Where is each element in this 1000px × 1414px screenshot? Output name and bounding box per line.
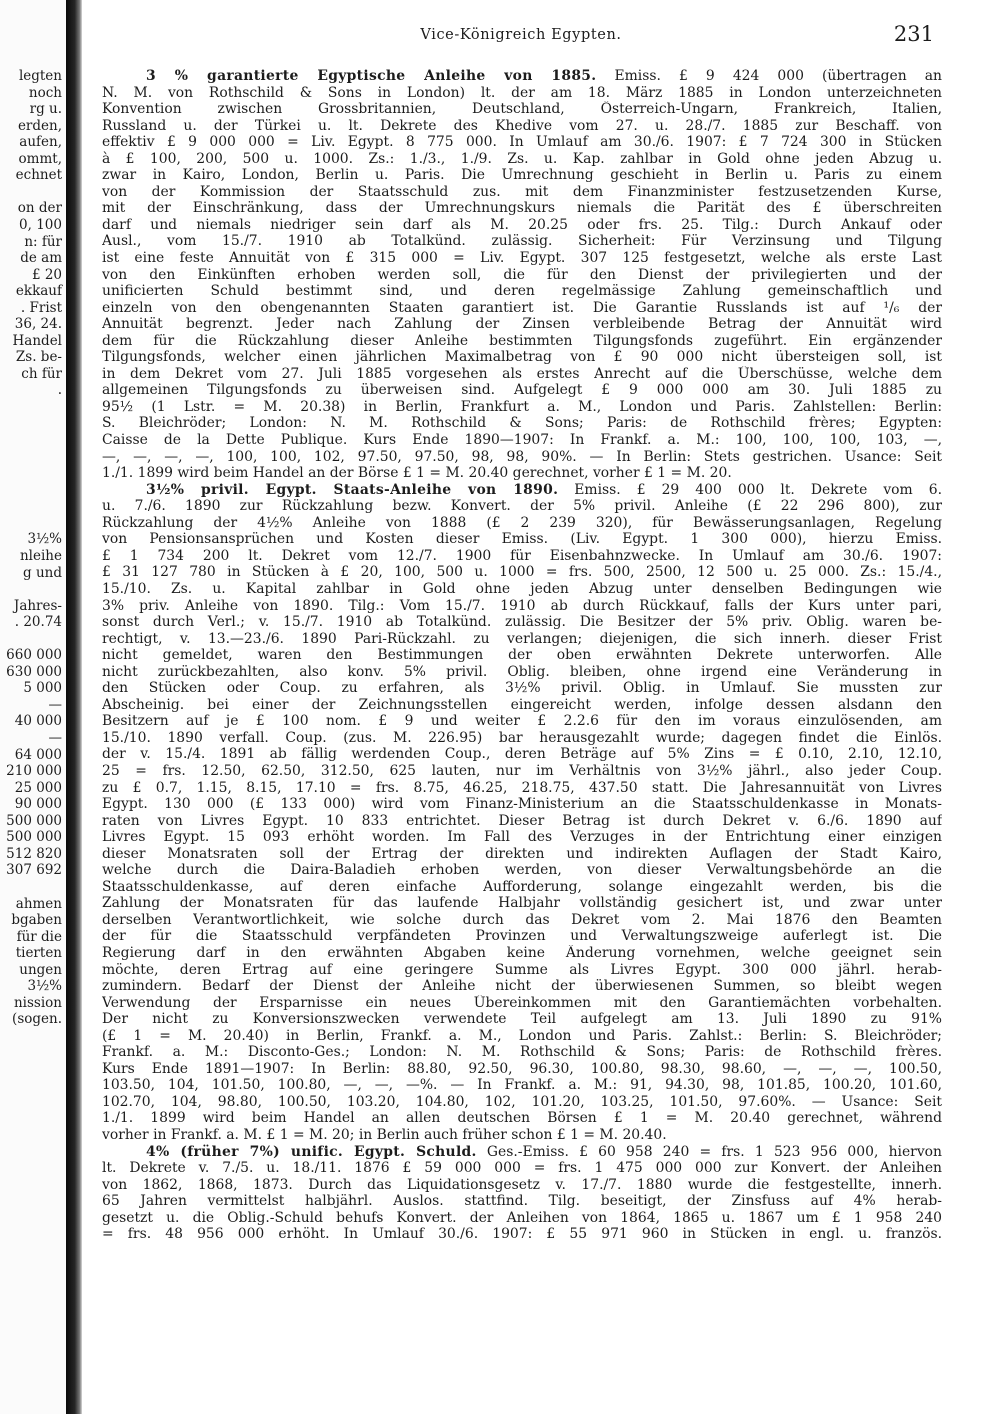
text-line: 65 Jahren vermittelst halbjährl. Auslos. stattfind. Tilg. beseitigt, der Zinsfuss auf 4% herab- — [102, 1193, 942, 1210]
text-line: Kurs Ende 1891—1907: In Berlin: 88.80, 92.50, 96.30, 100.80, 98.30, 98.60, —, —, —, 100.50, — [102, 1060, 942, 1077]
text-line: Egypt. 130 000 (£ 133 000) wird vom Finanz-Ministerium an die Staatsschuldenkasse in Monats- — [102, 796, 942, 813]
margin-fragment: für die — [16, 928, 62, 945]
margin-fragment: Handel — [12, 332, 62, 349]
margin-fragment: 210 000 — [6, 763, 62, 780]
text-line: £ 1 734 200 lt. Dekret vom 12./7. 1900 für Eisenbahnzwecke. In Umlauf am 30./6. 1907: — [102, 547, 942, 564]
text-line: unificierten Schuld bestimmt sind, und deren regelmässige Zahlung gemeinschaftlich und — [102, 283, 942, 300]
margin-fragment: ahmen — [15, 895, 62, 912]
margin-fragment: 660 000 — [6, 647, 62, 664]
text-line: Russland u. der Türkei u. lt. Dekrete des Khedive vom 27. u. 28./7. 1885 zur Beschaff. von — [102, 117, 942, 134]
margin-fragment: £ 20 — [31, 266, 62, 283]
margin-fragment: rg u. — [29, 101, 62, 118]
margin-fragment: tierten — [15, 945, 62, 962]
text-line: zu £ 0.7, 1.15, 8.15, 17.10 = frs. 8.75, 46.25, 218.75, 437.50 statt. Die Jahresannuität von Livres — [102, 779, 942, 796]
text-line: Regierung darf in den erwähnten Abgaben keine Änderung vornehmen, welche geeignet sein — [102, 944, 942, 961]
margin-fragment: nission — [13, 994, 62, 1011]
text-line: welche durch die Daira-Baladieh erhoben werden, von dieser Verwaltungsbehörde an die — [102, 862, 942, 879]
margin-fragment: 25 000 — [14, 779, 62, 796]
text-line: von der Kommission der Staatsschuld zus. mit dem Finanzminister festzusetzenden Kurse, — [102, 183, 942, 200]
margin-fragment: ekkauf — [15, 283, 62, 300]
text-line: S. Bleichröder; London: N. M. Rothschild & Sons; Paris: de Rothschild frères; Egypten: — [102, 415, 942, 432]
margin-fragment: de am — [20, 250, 62, 267]
margin-fragment: . Frist — [20, 299, 62, 316]
text-line: von Pensionsansprüchen und Kosten dieser Emiss. (Liv. Egypt. 1 300 000), hierzu Emiss. — [102, 531, 942, 548]
text-line: £ 31 127 780 in Stücken à £ 20, 100, 500 u. 1000 = frs. 500, 2500, 12 500 u. 25 000. Zs.: 15./4., — [102, 564, 942, 581]
text-line: Livres Egypt. 15 093 erhöht worden. Im Fall des Verzuges in der Entrichtung einer einzigen — [102, 829, 942, 846]
previous-page-margin — [0, 0, 66, 1414]
margin-fragment: 36, 24. — [14, 316, 62, 333]
text-line: Besitzern auf je £ 100 nom. £ 9 und weiter £ 2.2.6 für den im voraus einzulösenden, am — [102, 713, 942, 730]
text-line: N. M. von Rothschild & Sons in London) lt. der am 18. März 1885 in London unterzeichneten — [102, 84, 942, 101]
margin-fragment: legten — [18, 68, 62, 84]
text-line: von 1862, 1868, 1873. Durch das Liquidationsgesetz v. 17./7. 1880 wurde die festgestellte, innerh. — [102, 1176, 942, 1193]
margin-fragment: bgaben — [11, 912, 62, 929]
margin-fragment: 90 000 — [14, 796, 62, 813]
text-line: zwar in Kairo, London, Berlin u. Paris. Die Umrechnung geschieht in Berlin u. Paris zu einem — [102, 167, 942, 184]
text-line: 25 = frs. 12.50, 62.50, 312.50, 625 lauten, nur im Verhältnis von 3½% jährl., also jeder Coup. — [102, 762, 942, 779]
entry-heading: 4% (früher 7%) unific. Egypt. Schuld. — [146, 1143, 477, 1160]
margin-fragment: ungen — [19, 961, 62, 978]
text-line: 15./10. Zs. u. Kapital zahlbar in Gold ohne jeden Abzug unter denselben Bedingungen wie — [102, 580, 942, 597]
text-line: Zahlung der Monatsraten für das laufende Halbjahr vollständig gesichert ist, und zwar unter — [102, 895, 942, 912]
text-line: vorher in Frankf. a. M. £ 1 = M. 20; in Berlin auch früher schon £ 1 = M. 20.40. — [102, 1127, 667, 1143]
document-body — [102, 68, 942, 1243]
bond-entry — [102, 482, 942, 1144]
margin-fragment: 500 000 — [6, 812, 62, 829]
entry-heading: 3 % garantierte Egyptische Anleihe von 1885. — [146, 68, 597, 84]
text-line: 1./1. 1899 wird beim Handel an der Börse £ 1 = M. 20.40 gerechnet, vorher £ 1 = M. 20. — [102, 465, 732, 482]
entry-first-line — [102, 68, 942, 85]
text-line: darf und niemals niedriger sein darf als M. 20.25 oder frs. 25. Tilg.: Durch Ankauf oder — [102, 216, 942, 233]
bond-entry — [102, 1144, 942, 1243]
text-line: Caisse de la Dette Publique. Kurs Ende 1890—1907: In Frankf. a. M.: 100, 100, 100, 103, —, — [102, 432, 942, 449]
text-line: mit der Einschränkung, dass der Umrechnungskurs niemals die Parität des £ überschreiten — [102, 200, 942, 217]
text-line: Verwendung der Ersparnisse ein neues Übereinkommen mit den Garantiemächten vorbehalten. — [102, 994, 942, 1011]
margin-fragment: . 20.74 — [14, 614, 62, 631]
entry-heading-rest: Emiss. £ 29 400 000 lt. Dekrete vom 6. — [574, 481, 942, 498]
margin-fragment: g und — [23, 564, 62, 581]
margin-fragment: 307 692 — [6, 862, 62, 879]
entry-heading: 3½% privil. Egypt. Staats-Anleihe von 1890. — [146, 481, 559, 498]
text-line: 102.70, 104, 98.80, 100.50, 103.20, 104.80, 102, 101.20, 103.25, 101.50, 97.60%. — Usance: Seit — [102, 1093, 942, 1110]
margin-fragment: ommt, — [18, 150, 62, 167]
margin-fragment: erden, — [17, 117, 62, 134]
margin-fragment: . — [57, 382, 62, 399]
text-line: dem für die Rückzahlung dieser Anleihe bestimmten Tilgungsfonds zugeführt. Ein ergänzender — [102, 332, 942, 349]
text-line: à £ 100, 200, 500 u. 1000. Zs.: 1./3., 1./9. Zs. u. Kap. zahlbar in Gold ohne jeden Abzug u. — [102, 150, 942, 167]
entry-heading-rest: Emiss. £ 9 424 000 (übertragen an — [614, 68, 942, 84]
text-line: der v. 15./4. 1891 ab fällig werdenden Coup., deren Beträge auf 5% Zins = £ 0.10, 2.10, 12.10, — [102, 746, 942, 763]
margin-fragment: 630 000 — [6, 663, 62, 680]
text-line: = frs. 48 956 000 erhöht. In Umlauf 30./6. 1907: £ 55 971 960 in Stücken in engl. u. französ. — [102, 1226, 942, 1243]
margin-fragment: 3½% — [27, 531, 62, 548]
margin-fragment: ch für — [21, 365, 62, 382]
text-line: von den Einkünften erhoben werden soll, die für den Dienst der privilegierten und der — [102, 266, 942, 283]
margin-fragment: 64 000 — [14, 746, 62, 763]
margin-fragment: n: für — [24, 233, 62, 250]
text-line: effektiv £ 9 000 000 = Liv. Egypt. 8 775 000. In Umlauf am 30./6. 1907: £ 7 724 300 in Stücken — [102, 134, 942, 151]
text-line: ist eine feste Annuität von £ 315 000 = Liv. Egypt. 307 125 festgesetzt, welche als erste Last — [102, 250, 942, 267]
text-line: (£ 1 = M. 20.40) in Berlin, Frankf. a. M., London und Paris. Zahlst.: Berlin: S. Bleichröder; — [102, 1027, 942, 1044]
margin-fragment: 0, 100 — [19, 216, 62, 233]
text-line: Annuität begrenzt. Jeder nach Zahlung der Zinsen verbleibende Betrag der Annuität wird — [102, 316, 942, 333]
text-line: zumindern. Bedarf der Dienst der Anleihe nicht der überwiesenen Summen, so bleibt wegen — [102, 978, 942, 995]
text-line: 95½ (1 Lstr. = M. 20.38) in Berlin, Frankfurt a. M., London und Paris. Zahlstellen: Berlin: — [102, 398, 942, 415]
text-line: nicht zurückbezahlten, also konv. 5% privil. Oblig. bleiben, ohne irgend eine Veränderung in — [102, 663, 942, 680]
entry-heading-rest: Ges.-Emiss. £ 60 958 240 = frs. 1 523 956 000, hiervon — [486, 1143, 942, 1160]
text-line: in dem Dekret vom 27. Juli 1885 vorgesehen als erstes Anrecht auf die Überschüsse, welche dem — [102, 365, 942, 382]
text-line: —, —, —, —, 100, 100, 102, 97.50, 97.50, 98, 98, 90%. — In Berlin: Stets gestrichen. Usance: Seit — [102, 448, 942, 465]
margin-fragment: Zs. be- — [15, 349, 62, 366]
running-title: Vice-Königreich Egypten. — [420, 27, 622, 43]
margin-fragment: 5 000 — [23, 680, 62, 697]
entry-first-line — [102, 482, 942, 499]
text-line: derselben Verantwortlichkeit, wie solche durch das Dekret vom 2. Mai 1876 den Beamten — [102, 911, 942, 928]
text-line: gesetzt u. die Oblig.-Schuld behufs Konvert. der Anleihen von 1864, 1865 u. 1867 um £ 1 958 240 — [102, 1209, 942, 1226]
text-line: rechtigt, v. 13.—23./6. 1890 Pari-Rückzahl. zu verlangen; diejenigen, die sich innerh. dieser Frist — [102, 630, 942, 647]
margin-fragment: (sogen. — [12, 1011, 62, 1028]
margin-fragment: 3½% — [27, 978, 62, 995]
page-header — [96, 22, 946, 51]
text-line: dieser Monatsraten soll der Ertrag der direkten und indirekten Auflagen der Stadt Kairo, — [102, 845, 942, 862]
text-line: allgemeinen Tilgungsfonds zu überweisen sind. Aufgelegt £ 9 000 000 am 30. Juli 1885 zu — [102, 382, 942, 399]
text-line: Rückzahlung der 4½% Anleihe von 1888 (£ 2 239 320), für Bewässerungsanlagen, Regelung — [102, 514, 942, 531]
margin-fragment: 512 820 — [6, 845, 62, 862]
text-line: u. 7./6. 1890 zur Rückzahlung bezw. Konvert. der 5% privil. Anleihe (£ 22 296 800), zur — [102, 498, 942, 515]
margin-fragment: — — [48, 730, 62, 746]
text-line: raten von Livres Egypt. 10 833 entrichtet. Dieser Betrag ist durch Dekret v. 6./6. 1890 auf — [102, 812, 942, 829]
text-line: Tilgungsfonds, welcher einen jährlichen Maximalbetrag von £ 90 000 nicht übersteigen soll, ist — [102, 349, 942, 366]
text-line: möchte, deren Ertrag auf eine geringere Summe als Livres Egypt. 300 000 jährl. herab- — [102, 961, 942, 978]
text-line: 15./10. 1890 verfall. Coup. (zus. M. 226.95) bar herausgezahlt wurde; dagegen findet die Einlös. — [102, 729, 942, 746]
text-line: 103.50, 104, 101.50, 100.80, —, —, —%. — In Frankf. a. M.: 91, 94.30, 98, 101.85, 100.20, 101.60, — [102, 1077, 942, 1094]
margin-fragment: noch — [28, 84, 62, 101]
margin-fragment: aufen, — [19, 134, 62, 151]
text-line: Abscheinig. bei einer der Zeichnungsstellen eingereicht werden, infolge dessen alsdann den — [102, 696, 942, 713]
text-line: sonst durch Verl.; v. 15./7. 1910 ab Totalkünd. zulässig. Die Besitzer der 5% priv. Oblig. waren be- — [102, 614, 942, 631]
margin-fragment: on der — [17, 200, 62, 217]
text-line: Ausl., vom 15./7. 1910 ab Totalkünd. zulässig. Sicherheit: Für Verzinsung und Tilgung — [102, 233, 942, 250]
text-line: Frankf. a. M.: Disconto-Ges.; London: N. M. Rothschild & Sons; Paris: de Rothschild frères. — [102, 1044, 942, 1061]
text-line: Konvention zwischen Grossbritannien, Deutschland, Österreich-Ungarn, Frankreich, Italien, — [102, 101, 942, 118]
margin-fragment: nleihe — [19, 547, 62, 564]
text-line: den Stücken oder Coup. zu erfahren, als 3½% privil. Oblig. in Umlauf. Sie mussten zur — [102, 680, 942, 697]
margin-fragment: — — [48, 696, 62, 713]
margin-fragment: 500 000 — [6, 829, 62, 846]
bond-entry — [102, 68, 942, 482]
entry-first-line — [102, 1144, 942, 1161]
text-line: 1./1. 1899 wird beim Handel an allen deutschen Börsen £ 1 = M. 20.40 gerechnet, während — [102, 1110, 942, 1127]
text-line: Staatsschuldenkasse, auf deren einfache Aufforderung, solange eingezahlt werden, bis die — [102, 878, 942, 895]
margin-fragment: Jahres- — [13, 597, 62, 614]
book-gutter-shadow — [66, 0, 82, 1414]
text-line: Der nicht zu Konversionszwecken verwendete Teil aufgelegt am 13. Juli 1890 zu 91% — [102, 1011, 942, 1028]
text-line: einzeln von den obengenannten Staaten garantiert ist. Die Garantie Russlands ist auf ¹/₆ der — [102, 299, 942, 316]
text-line: der für die Staatsschuld verpfändeten Provinzen und Verwaltungszweige auferlegt ist. Die — [102, 928, 942, 945]
text-line: nicht gemeldet, waren den Bestimmungen der oben erwähnten Dekrete unterworfen. Alle — [102, 647, 942, 664]
margin-fragment: 40 000 — [14, 713, 62, 730]
text-line: lt. Dekrete v. 7./5. u. 18./11. 1876 £ 59 000 000 = frs. 1 475 000 000 zur Konvert. der Anleihen — [102, 1160, 942, 1177]
text-line: 3% priv. Anleihe von 1890. Tilg.: Vom 15./7. 1910 ab durch Rückkauf, falls der Kurs unter pari, — [102, 597, 942, 614]
margin-fragment: echnet — [15, 167, 62, 184]
page-number: 231 — [893, 22, 934, 46]
